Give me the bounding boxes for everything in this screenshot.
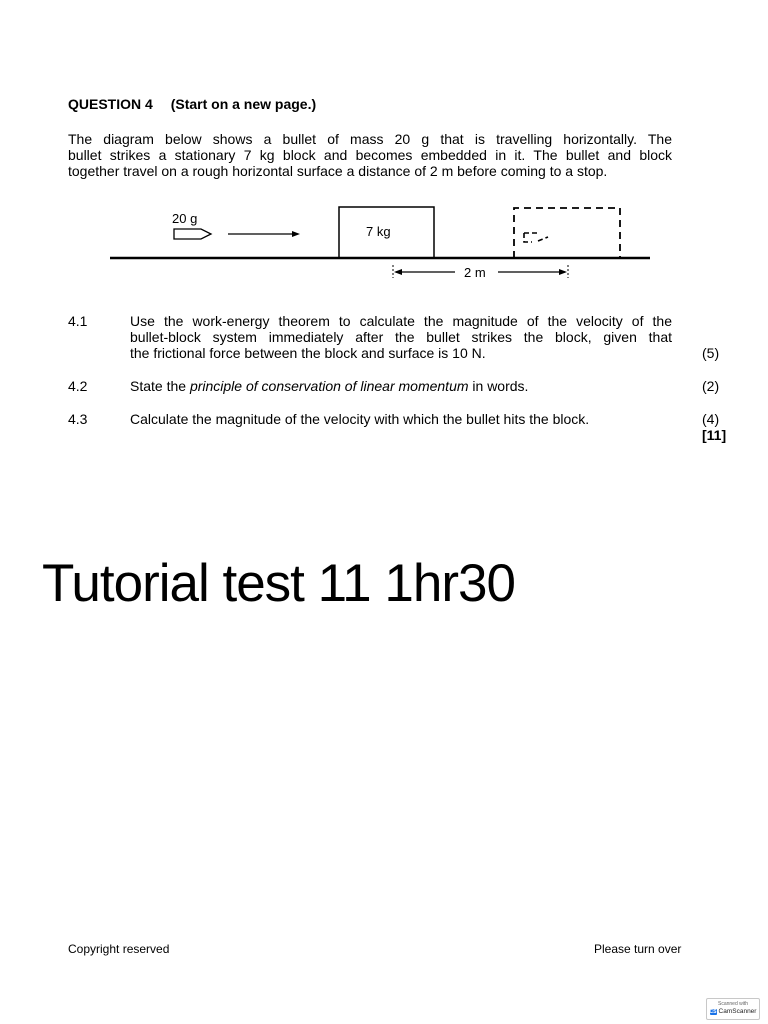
subquestion-text [130, 313, 672, 361]
footer-turn-over: Please turn over [594, 942, 682, 956]
bullet-mass-label: 20 g [172, 211, 198, 226]
subquestion-line: the frictional force between the block and surface is 10 N. [130, 345, 486, 361]
camscanner-logo-icon: CS [709, 1009, 717, 1015]
subquestion-number: 4.3 [68, 411, 88, 427]
distance-label: 2 m [464, 265, 486, 280]
final-block-outline [514, 208, 620, 258]
scanner-caption: Scanned with [717, 1001, 749, 1007]
intro-line: The diagram below shows a bullet of mass 20 g that is travelling horizontally. The [68, 131, 672, 147]
embedded-bullet-icon [524, 233, 548, 242]
question-instruction: (Start on a new page.) [170, 96, 317, 112]
block-mass-label: 7 kg [366, 224, 391, 239]
footer-copyright: Copyright reserved [68, 942, 170, 956]
subquestion-text [130, 378, 672, 394]
question-total-marks: [11] [702, 427, 727, 443]
subquestion-line: Use the work-energy theorem to calculate the magnitude of the velocity of the [130, 313, 672, 329]
intro-line: bullet strikes a stationary 7 kg block and becomes embedded in it. The bullet and block [68, 147, 672, 163]
subquestion-number: 4.2 [68, 378, 88, 394]
subquestion-marks: (5) [702, 345, 720, 361]
bullet-icon [174, 229, 211, 239]
intro-line: together travel on a rough horizontal surface a distance of 2 m before coming to a stop. [68, 163, 608, 179]
subquestion-text-start: State the [130, 378, 190, 394]
scanner-watermark [706, 998, 760, 1020]
subquestion-text-end: in words. [468, 378, 529, 394]
bullet-block-diagram [0, 200, 768, 290]
scanner-brand [707, 1009, 759, 1015]
subquestion-text: Calculate the magnitude of the velocity with which the bullet hits the block. [130, 411, 590, 427]
subquestion-emphasis: principle of conservation of linear momentum [189, 378, 469, 394]
distance-arrowhead-right-icon [559, 269, 567, 275]
subquestion-4-3 [0, 411, 768, 451]
scanner-brand-name: CamScanner [718, 1008, 757, 1015]
subquestion-4-1 [0, 313, 768, 373]
subquestion-marks: (4) [702, 411, 720, 427]
distance-arrowhead-left-icon [394, 269, 402, 275]
subquestion-4-2 [0, 378, 768, 398]
question-intro [68, 131, 672, 179]
overlay-title: Tutorial test 11 1hr30 [42, 554, 515, 613]
subquestion-marks: (2) [702, 378, 720, 394]
velocity-arrowhead-icon [292, 231, 300, 237]
question-number: QUESTION 4 [68, 96, 153, 112]
question-heading [68, 96, 316, 112]
subquestion-number: 4.1 [68, 313, 88, 329]
subquestion-line: bullet-block system immediately after the bullet strikes the block, given that [130, 329, 672, 345]
